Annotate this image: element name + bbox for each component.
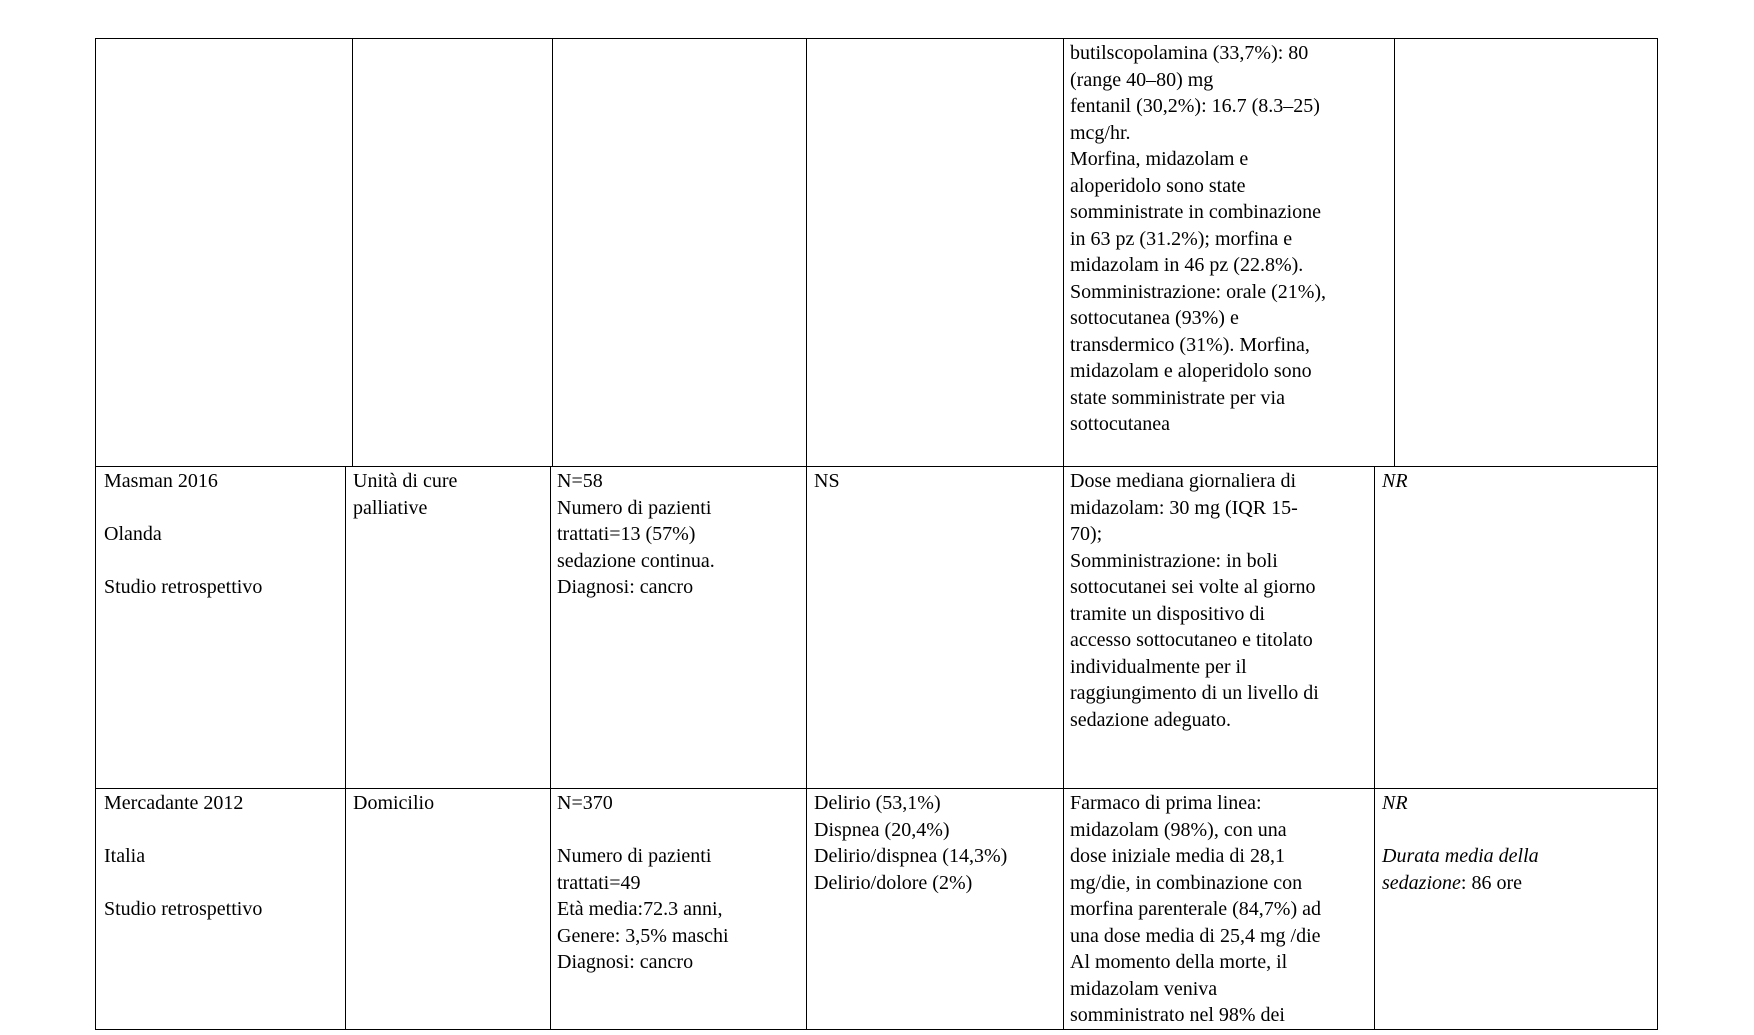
drugs-text: Farmaco di prima linea: midazolam (98%), con una dose iniziale media di 28,1 mg/die, in combinazione con morfina parenterale (84,7%) ad una dose media di 25,4 mg /die Al momento della morte, il midazolam veniva somministrato nel 98% dei [1070, 792, 1321, 1026]
table-row [95, 788, 1658, 1030]
outcome-nr: NR [1382, 792, 1408, 814]
study-name: Masman 2016 [104, 470, 218, 492]
duration-label: Durata media della sedazione [1382, 845, 1539, 894]
setting-text: Unità di cure palliative [353, 470, 458, 519]
population-n: N=370 [557, 792, 613, 814]
cell-setting [345, 788, 550, 1029]
cell-population [550, 466, 806, 788]
cell-outcome [1374, 788, 1658, 1029]
cell-setting [345, 466, 550, 788]
study-country: Italia [104, 845, 146, 867]
table-row [95, 38, 1658, 467]
cell-drugs [1063, 38, 1394, 466]
cell-population [552, 38, 806, 466]
drugs-text: Dose mediana giornaliera di midazolam: 30 mg (IQR 15- 70); Somministrazione: in boli sottocutanei sei volte al giorno tramite un dispositivo di accesso sottocutaneo e titolato individualmente per il raggiungimento di un livello di sedazione adeguato. [1070, 470, 1319, 731]
cell-indication [806, 788, 1063, 1029]
cell-study [95, 38, 352, 466]
cell-outcome [1394, 38, 1658, 466]
drugs-text: butilscopolamina (33,7%): 80 (range 40–80) mg fentanil (30,2%): 16.7 (8.3–25) mcg/hr. Morfina, midazolam e aloperidolo sono state somministrate in combinazione in 63 pz (31.2%); morfina e midazolam in 46 pz (22.8%). Somministrazione: orale (21%), sottocutanea (93%) e transdermico (31%). Morfina, midazolam e aloperidolo sono state somministrate per via sottocutanea [1070, 42, 1327, 435]
population-text: N=58 Numero di pazienti trattati=13 (57%) sedazione continua. Diagnosi: cancro [557, 470, 715, 598]
cell-indication [806, 466, 1063, 788]
indication-text: Delirio (53,1%) Dispnea (20,4%) Delirio/dispnea (14,3%) Delirio/dolore (2%) [814, 792, 1008, 894]
population-text: Numero di pazienti trattati=49 Età media:72.3 anni, Genere: 3,5% maschi Diagnosi: cancro [557, 845, 729, 973]
study-design: Studio retrospettivo [104, 898, 263, 920]
study-design: Studio retrospettivo [104, 576, 263, 598]
table-row [95, 466, 1658, 789]
duration-value: : 86 ore [1460, 871, 1522, 894]
cell-population [550, 788, 806, 1029]
cell-setting [352, 38, 552, 466]
cell-outcome [1374, 466, 1658, 788]
outcome-duration [1382, 843, 1652, 896]
cell-indication [806, 38, 1063, 466]
cell-study [95, 788, 345, 1029]
cell-study [95, 466, 345, 788]
cell-drugs [1063, 788, 1374, 1029]
setting-text: Domicilio [353, 792, 435, 814]
indication-text: NS [814, 470, 840, 492]
study-name: Mercadante 2012 [104, 792, 244, 814]
cell-drugs [1063, 466, 1374, 788]
outcome-text: NR [1382, 470, 1408, 492]
study-country: Olanda [104, 523, 162, 545]
